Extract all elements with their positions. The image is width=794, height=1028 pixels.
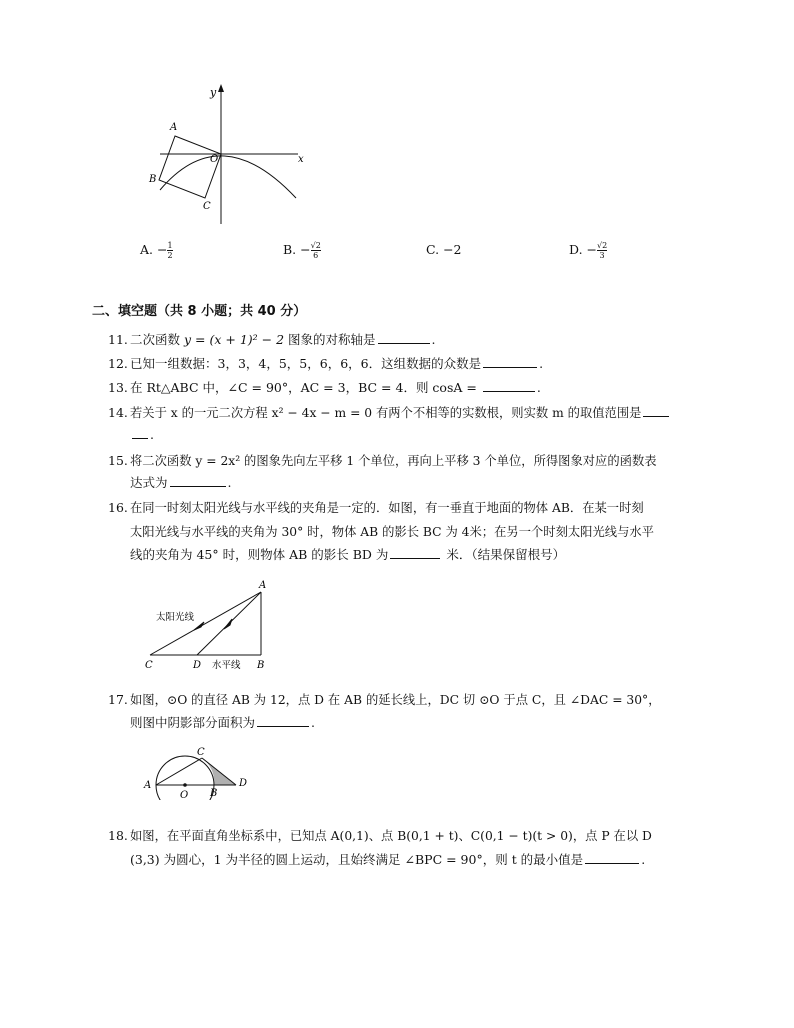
y-axis-label: y xyxy=(210,86,217,99)
q12-answer-blank[interactable] xyxy=(483,355,537,368)
point-o-label: O xyxy=(180,790,189,800)
point-b-label: B xyxy=(149,174,157,185)
point-d-label: D xyxy=(193,660,202,671)
q16-answer-blank[interactable] xyxy=(390,546,440,559)
q15-line2-text: 达式为 xyxy=(130,475,168,490)
q11-expression: y = (x + 1)² − 2 xyxy=(183,332,285,347)
parabola-curve xyxy=(160,156,296,198)
q16-line3-text: 线的夹角为 45° 时，则物体 AB 的影长 BD 为 xyxy=(130,547,389,562)
q15-number: 15. xyxy=(108,453,128,468)
q13-body: 在 Rt△ABC 中，∠C = 90°，AC = 3，BC = 4．则 cosA = xyxy=(130,380,481,395)
q15-end: . xyxy=(227,475,232,490)
sun-ray-30 xyxy=(150,592,261,655)
option-a-numerator: 1 xyxy=(167,241,173,250)
point-a-label: A xyxy=(144,780,152,791)
q14-text xyxy=(130,403,671,423)
q17-end: . xyxy=(311,715,315,730)
q15-line1: 将二次函数 y = 2x² 的图象先向左平移 1 个单位，再向上平移 3 个单位，所得图象对应的函数表 xyxy=(130,454,657,468)
figure-q17-circle-tangent xyxy=(140,744,260,800)
arrow-icon-ray-30 xyxy=(194,622,204,630)
point-c-label: C xyxy=(203,201,211,212)
arrow-icon-ray-45 xyxy=(224,619,232,629)
chord-ac xyxy=(156,758,202,785)
y-axis-arrow-icon xyxy=(218,84,224,92)
q11-number: 11. xyxy=(108,332,128,347)
q17-number: 17. xyxy=(108,692,128,707)
q14-answer-blank-line2[interactable] xyxy=(132,426,148,439)
sun-ray-label: 太阳光线 xyxy=(156,612,195,623)
q11-answer-blank[interactable] xyxy=(378,331,430,344)
q15-line2 xyxy=(130,473,232,493)
point-b-label: B xyxy=(257,660,265,671)
point-b-label: B xyxy=(210,788,218,799)
option-b-numerator: √2 xyxy=(310,241,321,250)
origin-label: O xyxy=(210,154,219,165)
q17-line2 xyxy=(130,713,315,733)
q16-line3 xyxy=(130,545,565,565)
q18-line2 xyxy=(130,850,645,870)
option-c xyxy=(426,240,462,260)
section-heading: 二、填空题（共 8 小题；共 40 分） xyxy=(92,304,307,319)
option-d-prefix: D. − xyxy=(569,242,597,257)
q16-line2: 太阳光线与水平线的夹角为 30° 时，物体 AB 的影长 BC 为 4米；在另一个时刻太阳光线与水平 xyxy=(130,525,654,539)
option-a-prefix: A. − xyxy=(140,242,168,257)
option-d xyxy=(569,240,607,260)
q13-answer-blank[interactable] xyxy=(483,379,535,392)
option-b xyxy=(283,240,321,260)
q11-pre: 二次函数 xyxy=(130,332,184,347)
q12-end: . xyxy=(539,356,544,371)
option-a-denominator: 2 xyxy=(167,251,173,260)
q18-number: 18. xyxy=(108,828,128,843)
q14-number: 14. xyxy=(108,405,128,420)
q13-number: 13. xyxy=(108,380,128,395)
q16-line1: 在同一时刻太阳光线与水平线的夹角是一定的．如图，有一垂直于地面的物体 AB．在某一时刻 xyxy=(130,501,644,515)
option-d-numerator: √2 xyxy=(597,241,608,250)
q11-end: . xyxy=(431,332,436,347)
square-abco xyxy=(159,136,221,198)
q17-line1: 如图，⊙O 的直径 AB 为 12，点 D 在 AB 的延长线上，DC 切 ⊙O 于点 C，且 ∠DAC = 30°， xyxy=(130,693,661,707)
q11-post: 图象的对称轴是 xyxy=(284,332,376,347)
q17-line2-text: 则图中阴影部分面积为 xyxy=(130,715,256,730)
figure-q10-parabola-square xyxy=(130,80,320,230)
q18-end: . xyxy=(641,852,646,867)
center-point xyxy=(183,783,187,787)
q11-text xyxy=(130,330,436,350)
q12-number: 12. xyxy=(108,356,128,371)
ground-line-label: 水平线 xyxy=(212,660,241,671)
option-a xyxy=(140,240,173,260)
q18-answer-blank[interactable] xyxy=(585,851,639,864)
option-c-text: C. −2 xyxy=(426,242,462,257)
q16-line3-tail: 米．（结果保留根号） xyxy=(442,547,566,562)
q14-line2 xyxy=(130,425,154,445)
option-b-denominator: 6 xyxy=(313,251,319,260)
q12-body: 已知一组数据：3，3，4，5，5，6，6，6．这组数据的众数是 xyxy=(130,356,482,371)
q13-text xyxy=(130,378,541,398)
q14-body: 若关于 x 的一元二次方程 x² − 4x − m = 0 有两个不相等的实数根，则实数 m 的取值范围是 xyxy=(130,406,642,420)
point-c-label: C xyxy=(145,660,153,671)
q18-line2-text: (3,3) 为圆心，1 为半径的圆上运动，且始终满足 ∠BPC = 90°，则 t 的最小值是 xyxy=(130,852,584,867)
point-a-label: A xyxy=(259,580,267,591)
point-c-label: C xyxy=(197,747,205,758)
x-axis-label: x xyxy=(298,154,304,165)
point-a-label: A xyxy=(170,122,178,133)
q15-answer-blank[interactable] xyxy=(170,474,226,487)
q13-end: . xyxy=(536,380,541,395)
option-b-prefix: B. − xyxy=(283,242,311,257)
q14-answer-blank-line1[interactable] xyxy=(643,404,669,417)
point-d-label: D xyxy=(239,778,248,789)
q18-line1: 如图，在平面直角坐标系中，已知点 A(0,1)、点 B(0,1 + t)、C(0,1 − t)(t > 0)，点 P 在以 D xyxy=(130,829,652,843)
q17-answer-blank[interactable] xyxy=(257,714,309,727)
q16-number: 16. xyxy=(108,500,128,515)
option-d-denominator: 3 xyxy=(599,251,605,260)
q12-text xyxy=(130,354,543,374)
figure-q16-sun-shadow xyxy=(140,576,280,674)
q14-end: . xyxy=(150,427,154,442)
